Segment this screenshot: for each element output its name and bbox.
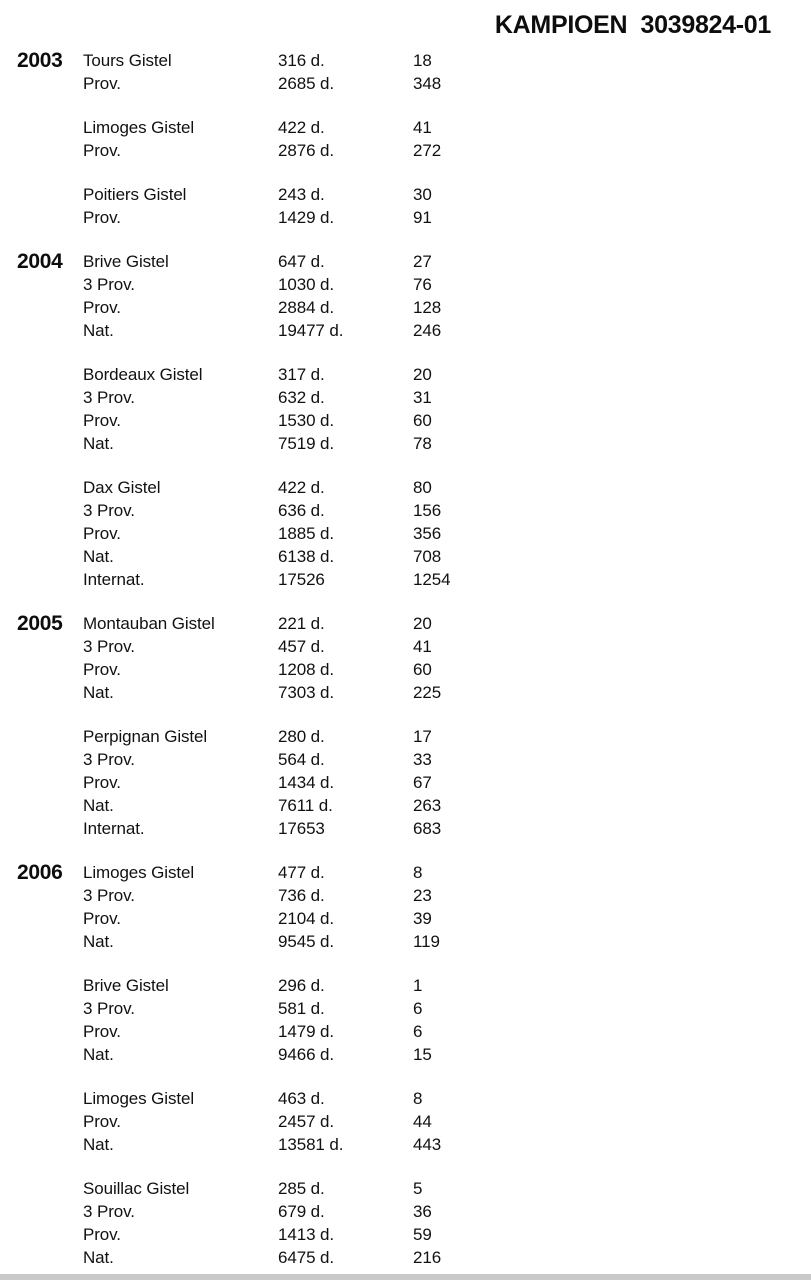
pigeon-count: 457 d.	[278, 637, 325, 656]
pigeon-count: 19477 d.	[278, 321, 344, 340]
year-label	[17, 499, 83, 522]
prize-number: 41	[413, 637, 432, 656]
table-row	[17, 1133, 811, 1156]
pigeon-count: 285 d.	[278, 1179, 325, 1198]
race-name: Montauban Gistel	[83, 614, 215, 633]
table-row	[17, 432, 811, 455]
table-row	[17, 499, 811, 522]
race-block	[17, 974, 811, 1066]
table-row	[17, 861, 811, 884]
prize-number: 1	[413, 976, 423, 995]
year-label	[17, 1223, 83, 1246]
race-name: Nat.	[83, 1248, 114, 1267]
year-label	[17, 1110, 83, 1133]
prize-number: 443	[413, 1135, 442, 1154]
year-label	[17, 1177, 83, 1200]
table-row	[17, 206, 811, 229]
prize-number: 6	[413, 999, 423, 1018]
table-row	[17, 139, 811, 162]
pigeon-count: 2884 d.	[278, 298, 335, 317]
year-label	[17, 522, 83, 545]
table-row	[17, 817, 811, 840]
pigeon-count: 636 d.	[278, 501, 325, 520]
race-name: Nat.	[83, 547, 114, 566]
pigeon-count: 679 d.	[278, 1202, 325, 1221]
race-name: 3 Prov.	[83, 886, 135, 905]
table-row	[17, 884, 811, 907]
race-name: Nat.	[83, 683, 114, 702]
table-row	[17, 250, 811, 273]
prize-number: 246	[413, 321, 442, 340]
race-name: Brive Gistel	[83, 252, 169, 271]
table-row	[17, 748, 811, 771]
page-bottom-strip	[0, 1274, 811, 1280]
table-row	[17, 363, 811, 386]
year-label	[17, 907, 83, 930]
year-label	[17, 139, 83, 162]
table-row	[17, 1223, 811, 1246]
year-label	[17, 748, 83, 771]
prize-number: 6	[413, 1022, 423, 1041]
year-label	[17, 997, 83, 1020]
prize-number: 80	[413, 478, 432, 497]
year-label	[17, 658, 83, 681]
pigeon-count: 17526	[278, 570, 325, 589]
year-label	[17, 409, 83, 432]
pigeon-count: 477 d.	[278, 863, 325, 882]
race-name: Prov.	[83, 298, 121, 317]
pigeon-count: 17653	[278, 819, 325, 838]
year-label	[17, 817, 83, 840]
year-section	[17, 612, 811, 840]
pigeon-count: 221 d.	[278, 614, 325, 633]
year-label	[17, 635, 83, 658]
race-block	[17, 183, 811, 229]
pigeon-count: 1479 d.	[278, 1022, 335, 1041]
pigeon-count: 296 d.	[278, 976, 325, 995]
race-block	[17, 1087, 811, 1156]
prize-number: 60	[413, 411, 432, 430]
table-row	[17, 635, 811, 658]
pigeon-count: 632 d.	[278, 388, 325, 407]
race-name: 3 Prov.	[83, 501, 135, 520]
pigeon-count: 422 d.	[278, 478, 325, 497]
results-table	[0, 40, 811, 1269]
pigeon-count: 1885 d.	[278, 524, 335, 543]
year-label: 2003	[17, 49, 63, 72]
pigeon-count: 317 d.	[278, 365, 325, 384]
table-row	[17, 974, 811, 997]
race-block	[17, 116, 811, 162]
table-row	[17, 72, 811, 95]
pigeon-count: 7519 d.	[278, 434, 335, 453]
year-section	[17, 250, 811, 591]
pigeon-count: 1434 d.	[278, 773, 335, 792]
race-name: Limoges Gistel	[83, 863, 195, 882]
race-name: Nat.	[83, 321, 114, 340]
prize-number: 39	[413, 909, 432, 928]
pigeon-count: 13581 d.	[278, 1135, 344, 1154]
prize-number: 18	[413, 51, 432, 70]
prize-number: 67	[413, 773, 432, 792]
pigeon-count: 280 d.	[278, 727, 325, 746]
race-name: Tours Gistel	[83, 51, 172, 70]
race-name: 3 Prov.	[83, 637, 135, 656]
prize-number: 225	[413, 683, 442, 702]
year-label	[17, 884, 83, 907]
table-row	[17, 612, 811, 635]
table-row	[17, 273, 811, 296]
page-title: KAMPIOEN 3039824-01	[494, 11, 771, 39]
pigeon-count: 581 d.	[278, 999, 325, 1018]
race-name: Souillac Gistel	[83, 1179, 190, 1198]
year-label	[17, 432, 83, 455]
race-name: Nat.	[83, 434, 114, 453]
pigeon-count: 1429 d.	[278, 208, 335, 227]
pigeon-count: 1208 d.	[278, 660, 335, 679]
table-row	[17, 997, 811, 1020]
race-name: Limoges Gistel	[83, 1089, 195, 1108]
race-block	[17, 49, 811, 95]
race-name: 3 Prov.	[83, 1202, 135, 1221]
table-row	[17, 183, 811, 206]
pigeon-count: 736 d.	[278, 886, 325, 905]
pigeon-count: 9545 d.	[278, 932, 335, 951]
prize-number: 8	[413, 1089, 423, 1108]
table-row	[17, 1110, 811, 1133]
pigeon-count: 647 d.	[278, 252, 325, 271]
race-name: Brive Gistel	[83, 976, 169, 995]
year-label	[17, 363, 83, 386]
table-row	[17, 296, 811, 319]
race-name: 3 Prov.	[83, 275, 135, 294]
prize-number: 59	[413, 1225, 432, 1244]
race-block	[17, 725, 811, 840]
year-section	[17, 861, 811, 1269]
race-name: 3 Prov.	[83, 750, 135, 769]
year-label	[17, 296, 83, 319]
race-name: Prov.	[83, 411, 121, 430]
race-name: Internat.	[83, 819, 145, 838]
table-row	[17, 794, 811, 817]
year-label	[17, 545, 83, 568]
table-row	[17, 658, 811, 681]
race-name: Prov.	[83, 208, 121, 227]
prize-number: 128	[413, 298, 442, 317]
race-block	[17, 1177, 811, 1269]
race-name: Nat.	[83, 796, 114, 815]
year-label	[17, 568, 83, 591]
pigeon-count: 2685 d.	[278, 74, 335, 93]
prize-number: 1254	[413, 570, 451, 589]
prize-number: 91	[413, 208, 432, 227]
prize-number: 17	[413, 727, 432, 746]
race-name: Limoges Gistel	[83, 118, 195, 137]
race-name: Prov.	[83, 773, 121, 792]
race-name: Prov.	[83, 524, 121, 543]
race-name: 3 Prov.	[83, 388, 135, 407]
prize-number: 30	[413, 185, 432, 204]
year-label	[17, 771, 83, 794]
prize-number: 36	[413, 1202, 432, 1221]
pigeon-count: 6138 d.	[278, 547, 335, 566]
race-name: Prov.	[83, 1112, 121, 1131]
table-row	[17, 930, 811, 953]
year-label	[17, 1087, 83, 1110]
race-name: 3 Prov.	[83, 999, 135, 1018]
race-name: Nat.	[83, 1045, 114, 1064]
table-row	[17, 725, 811, 748]
table-row	[17, 771, 811, 794]
race-block	[17, 363, 811, 455]
prize-number: 76	[413, 275, 432, 294]
year-label	[17, 974, 83, 997]
race-name: Internat.	[83, 570, 145, 589]
table-row	[17, 522, 811, 545]
pigeon-count: 564 d.	[278, 750, 325, 769]
prize-number: 348	[413, 74, 442, 93]
year-label	[17, 319, 83, 342]
prize-number: 15	[413, 1045, 432, 1064]
race-name: Perpignan Gistel	[83, 727, 208, 746]
race-name: Nat.	[83, 932, 114, 951]
prize-number: 41	[413, 118, 432, 137]
year-label	[17, 1200, 83, 1223]
prize-number: 60	[413, 660, 432, 679]
year-label	[17, 725, 83, 748]
race-name: Prov.	[83, 1225, 121, 1244]
year-label	[17, 183, 83, 206]
race-name: Prov.	[83, 660, 121, 679]
prize-number: 31	[413, 388, 432, 407]
pigeon-count: 1530 d.	[278, 411, 335, 430]
year-label: 2005	[17, 612, 63, 635]
table-row	[17, 1043, 811, 1066]
prize-number: 156	[413, 501, 442, 520]
prize-number: 5	[413, 1179, 423, 1198]
year-label	[17, 386, 83, 409]
race-block	[17, 250, 811, 342]
year-label	[17, 1043, 83, 1066]
pigeon-count: 243 d.	[278, 185, 325, 204]
year-label	[17, 1133, 83, 1156]
prize-number: 683	[413, 819, 442, 838]
prize-number: 272	[413, 141, 442, 160]
table-row	[17, 476, 811, 499]
prize-number: 708	[413, 547, 442, 566]
table-row	[17, 568, 811, 591]
year-label	[17, 273, 83, 296]
table-row	[17, 681, 811, 704]
table-row	[17, 116, 811, 139]
year-label: 2006	[17, 861, 63, 884]
race-block	[17, 861, 811, 953]
table-row	[17, 319, 811, 342]
year-section	[17, 49, 811, 229]
table-row	[17, 386, 811, 409]
prize-number: 8	[413, 863, 423, 882]
pigeon-count: 2104 d.	[278, 909, 335, 928]
year-label	[17, 116, 83, 139]
year-label: 2004	[17, 250, 63, 273]
race-name: Poitiers Gistel	[83, 185, 187, 204]
pigeon-count: 9466 d.	[278, 1045, 335, 1064]
pigeon-count: 7303 d.	[278, 683, 335, 702]
pigeon-count: 1030 d.	[278, 275, 335, 294]
prize-number: 23	[413, 886, 432, 905]
pigeon-count: 1413 d.	[278, 1225, 335, 1244]
race-name: Prov.	[83, 909, 121, 928]
prize-number: 263	[413, 796, 442, 815]
table-row	[17, 545, 811, 568]
race-name: Nat.	[83, 1135, 114, 1154]
pigeon-count: 6475 d.	[278, 1248, 335, 1267]
year-label	[17, 206, 83, 229]
race-name: Dax Gistel	[83, 478, 161, 497]
race-name: Bordeaux Gistel	[83, 365, 203, 384]
prize-number: 33	[413, 750, 432, 769]
prize-number: 20	[413, 365, 432, 384]
pigeon-count: 422 d.	[278, 118, 325, 137]
table-row	[17, 1087, 811, 1110]
race-block	[17, 612, 811, 704]
race-name: Prov.	[83, 1022, 121, 1041]
prize-number: 356	[413, 524, 442, 543]
year-label	[17, 681, 83, 704]
prize-number: 78	[413, 434, 432, 453]
year-label	[17, 1020, 83, 1043]
prize-number: 119	[413, 932, 440, 951]
table-row	[17, 907, 811, 930]
year-label	[17, 794, 83, 817]
year-label	[17, 1246, 83, 1269]
year-label	[17, 930, 83, 953]
pigeon-count: 7611 d.	[278, 796, 333, 815]
prize-number: 216	[413, 1248, 442, 1267]
table-row	[17, 1200, 811, 1223]
prize-number: 20	[413, 614, 432, 633]
pigeon-count: 2876 d.	[278, 141, 335, 160]
year-label	[17, 72, 83, 95]
year-label	[17, 476, 83, 499]
race-block	[17, 476, 811, 591]
race-name: Prov.	[83, 74, 121, 93]
prize-number: 44	[413, 1112, 432, 1131]
pigeon-count: 2457 d.	[278, 1112, 335, 1131]
table-row	[17, 1020, 811, 1043]
table-row	[17, 1177, 811, 1200]
table-row	[17, 409, 811, 432]
prize-number: 27	[413, 252, 432, 271]
pigeon-count: 316 d.	[278, 51, 325, 70]
table-row	[17, 1246, 811, 1269]
table-row	[17, 49, 811, 72]
race-name: Prov.	[83, 141, 121, 160]
pigeon-count: 463 d.	[278, 1089, 325, 1108]
